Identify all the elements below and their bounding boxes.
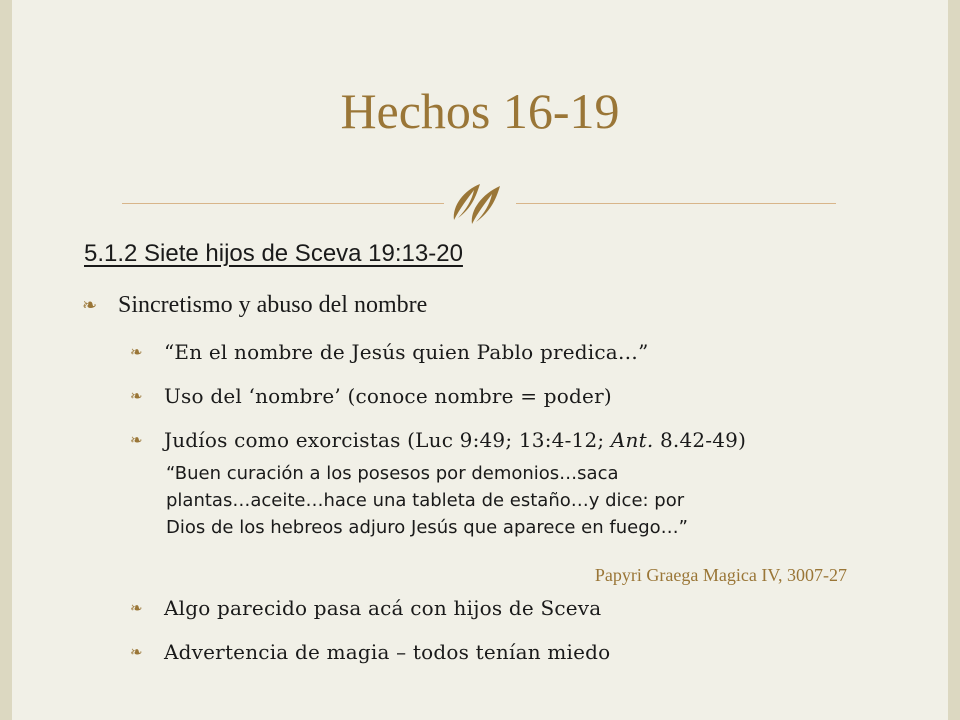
title-divider-left — [122, 203, 444, 204]
title-divider-right — [516, 203, 836, 204]
fleuron-bullet-icon: ❧ — [130, 387, 143, 405]
bullet-text: “En el nombre de Jesús quien Pablo predica…” — [164, 340, 649, 364]
fleuron-bullet-icon: ❧ — [130, 599, 143, 617]
bullet-text-italic: Ant. — [610, 428, 654, 452]
bullet-text: Sincretismo y abuso del nombre — [118, 292, 428, 318]
quote-line: “Buen curación a los posesos por demonios…saca — [166, 463, 619, 484]
section-heading: 5.1.2 Siete hijos de Sceva 19:13-20 — [84, 240, 463, 267]
quote-block — [166, 460, 866, 541]
bullet-level2 — [130, 384, 612, 408]
bullet-level2 — [130, 596, 601, 620]
bullet-level2 — [130, 640, 610, 664]
quote-citation: Papyri Graega Magica IV, 3007-27 — [594, 565, 847, 585]
bullet-level2 — [130, 428, 746, 452]
bullet-text-part: 8.42-49) — [653, 428, 747, 452]
bullet-text: Algo parecido pasa acá con hijos de Sceva — [164, 596, 602, 620]
fleuron-bullet-icon: ❧ — [130, 643, 143, 661]
slide-title: Hechos 16-19 — [340, 83, 620, 139]
fleuron-bullet-icon: ❧ — [82, 295, 98, 316]
bullet-level1 — [82, 292, 427, 319]
fleuron-bullet-icon: ❧ — [130, 343, 143, 361]
quote-line: Dios de los hebreos adjuro Jesús que aparece en fuego…” — [166, 517, 688, 538]
quote-line: plantas…aceite…hace una tableta de estaño…y dice: por — [166, 490, 685, 511]
fleuron-bullet-icon: ❧ — [130, 431, 143, 449]
bullet-text-part: Judíos como exorcistas (Luc 9:49; 13:4-12; — [164, 428, 611, 452]
double-leaf-ornament-icon — [446, 178, 514, 228]
bullet-text — [164, 428, 746, 452]
bullet-level2 — [130, 340, 649, 364]
bullet-text: Advertencia de magia – todos tenían miedo — [164, 640, 611, 664]
bullet-text: Uso del ‘nombre’ (conoce nombre = poder) — [164, 384, 612, 408]
